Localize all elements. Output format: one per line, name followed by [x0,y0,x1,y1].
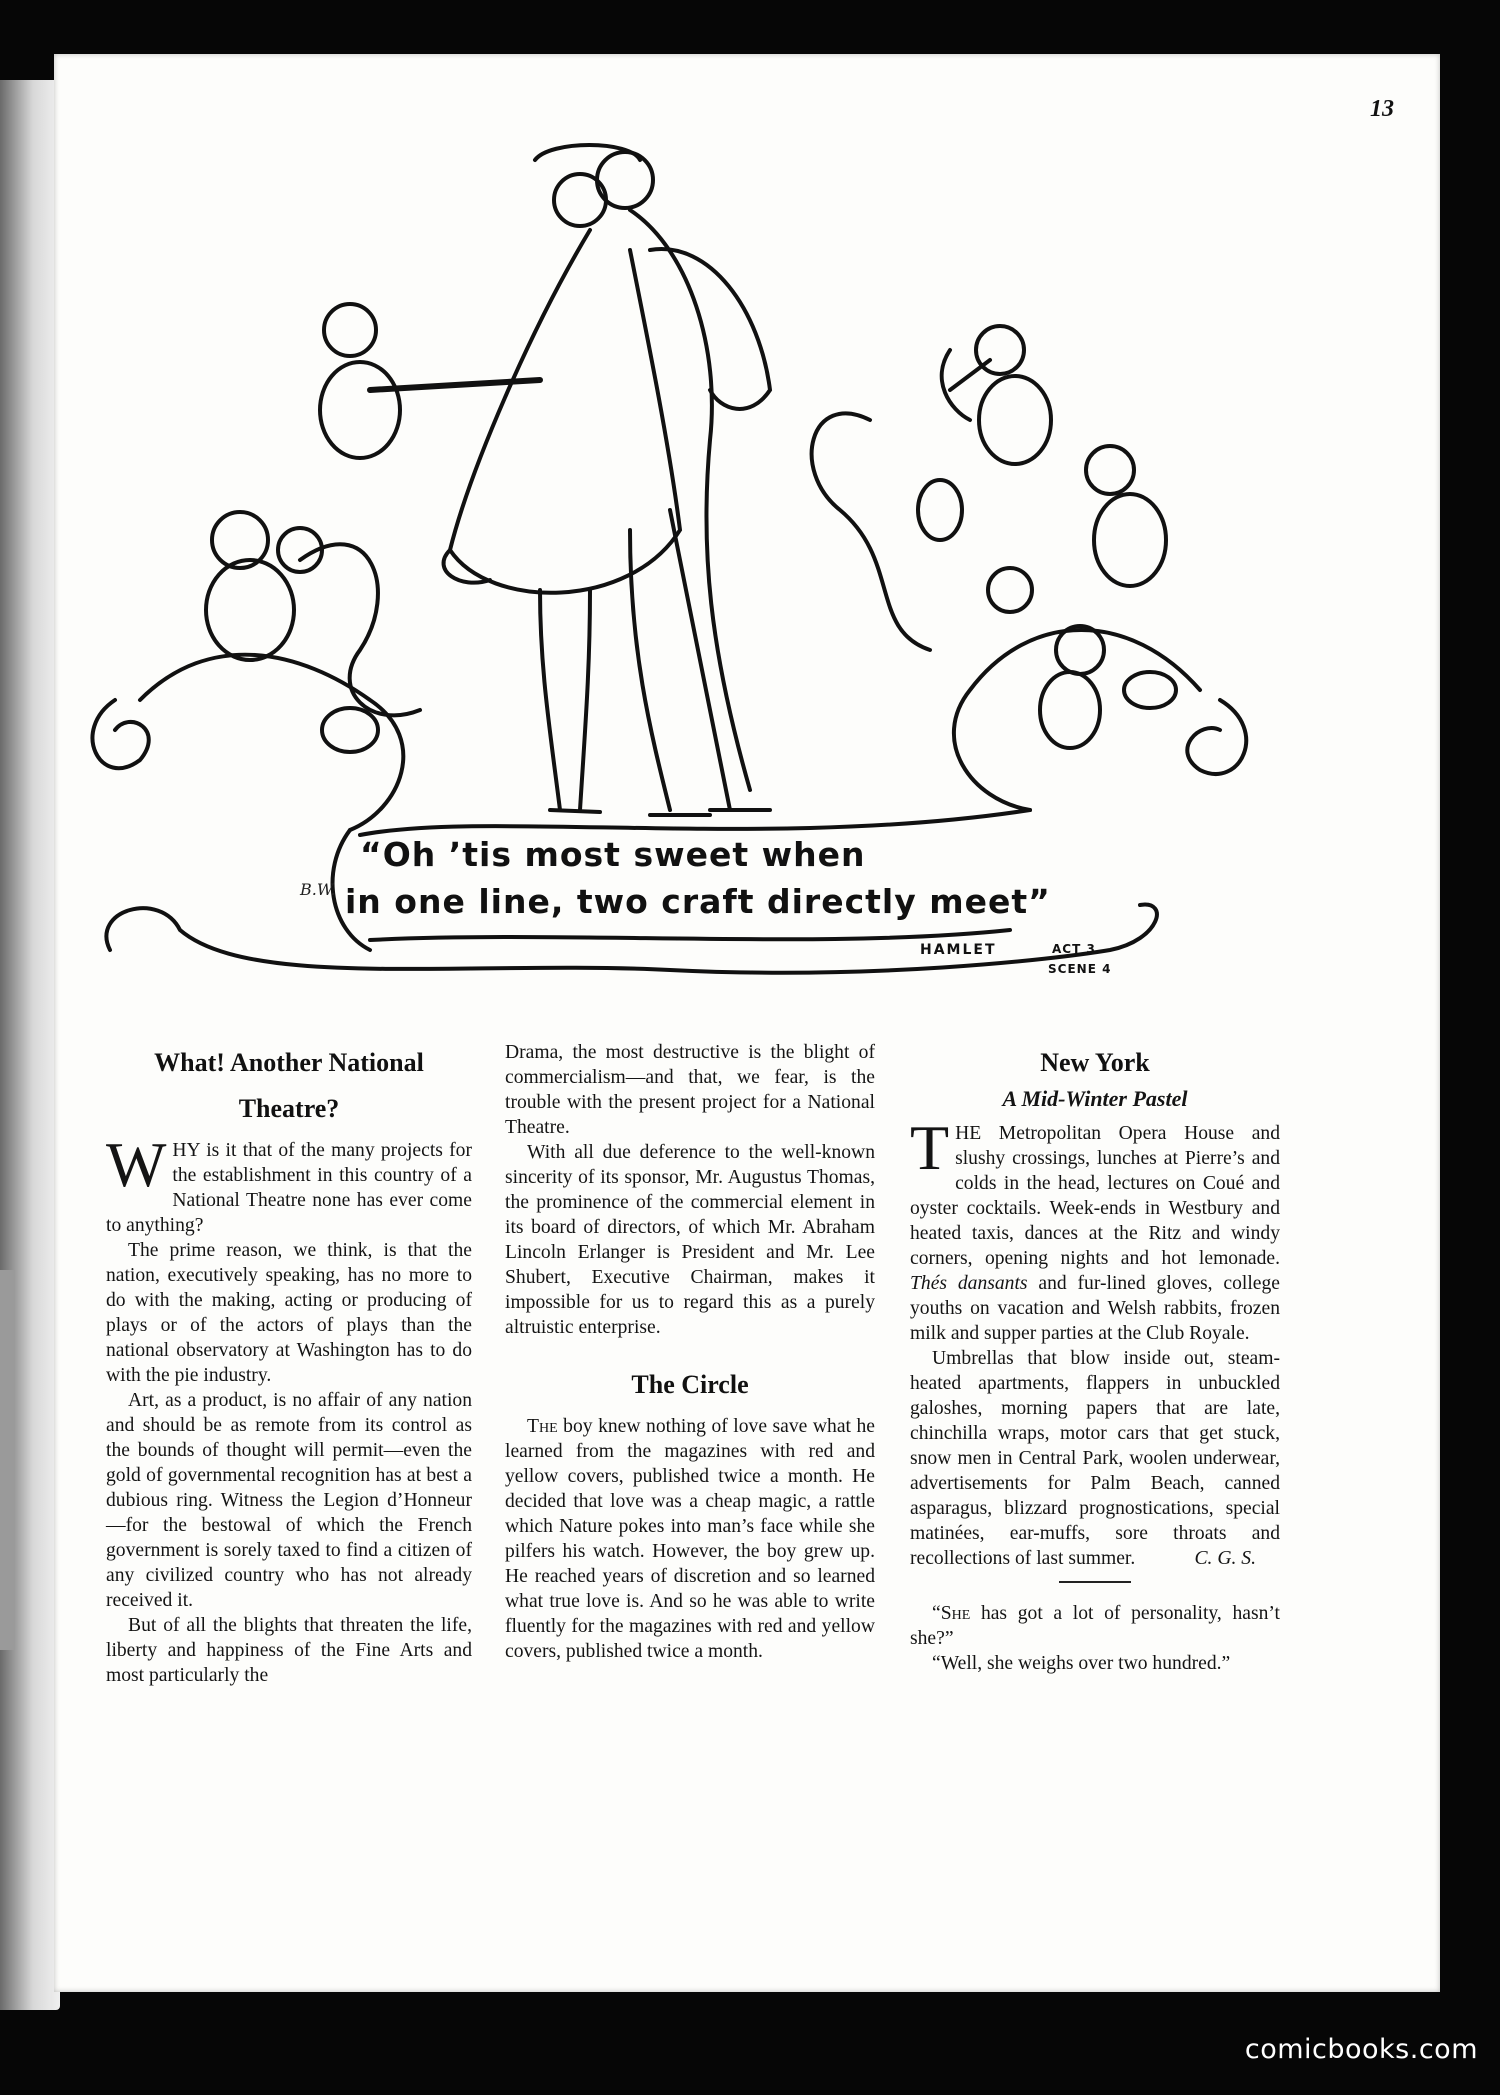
artist-signature: B.W. [300,880,336,899]
joke-line-1-text: has got a lot of personality, hasn’t she?” [910,1603,1280,1649]
illustration [70,90,1280,1050]
circle-paragraph [505,1414,875,1664]
left-page-edge [0,80,60,2010]
joke-line-1 [910,1601,1280,1651]
national-theatre-dropcap: W [106,1129,167,1200]
quote-attribution-act: ACT 3 [1052,942,1096,956]
column-2 [505,1040,875,1664]
left-page-shadow [0,1270,14,1650]
circle-paragraph-text: boy knew nothing of love save what he learned from the magazines with red and yellow covers, published twice a month. He decided that love was a cheap magic, a rattle which Nature pokes into man’s face while she pilfers his watch. However, the boy grew up. He reached years of discretion and so learned what true love is. And so he was able to write fluently for the magazines with red and yellow covers, published twice a month. [505,1416,875,1662]
new-york-paragraph-1 [910,1112,1280,1346]
joke-lead-word: “She [932,1603,971,1624]
quote-line-2: in one line, two craft directly meet” [345,882,1051,921]
circle-title: The Circle [631,1370,749,1399]
new-york-p1b-text: and fur-lined gloves, college youths on vacation and Welsh rabbits, frozen milk and supper parties at the Club Royale. [910,1273,1280,1344]
national-theatre-title-line-1: What! Another National [154,1048,424,1077]
quote-line-1: “Oh ’tis most sweet when [360,835,866,874]
watermark: comicbooks.com [1244,2034,1478,2065]
new-york-signature: C. G. S. [1194,1548,1256,1569]
national-theatre-paragraph-2: The prime reason, we think, is that the nation, executively speaking, has no more to do with the making, acting or producing of plays or of the actors of plays than the national observatory at Washington has to do with the pie industry. [106,1240,472,1386]
national-theatre-title-line-2: Theatre? [238,1094,340,1123]
national-theatre-paragraph-3: Art, as a product, is no affair of any nation and should be as remote from its control as the bounds of thought will permit—even the gold of governmental recognition has at best a dubious ring. Witness the Legion d’Honneur—for the bestowal of which the French government is sorely taxed to find a citizen of any civilized country who has not already received it. [106,1390,472,1611]
quote-attribution-scene: SCENE 4 [1048,962,1112,976]
quote-attribution-play: HAMLET [920,942,997,958]
column-3 [910,1040,1280,1676]
circle-lead-word: The [527,1416,558,1437]
joke-line-2: “Well, she weighs over two hundred.” [932,1653,1231,1674]
new-york-italic-phrase: Thés dansants [910,1273,1028,1294]
national-theatre-p1-text: HY is it that of the many projects for the establishment in this country of a National Theatre none has ever come to anything? [106,1140,472,1236]
section-divider [1059,1581,1131,1583]
national-theatre-paragraph-4: But of all the blights that threaten the life, liberty and happiness of the Fine Arts and most particularly the [106,1615,472,1686]
new-york-paragraph-2: Umbrellas that blow inside out, steam-heated apartments, flappers in unbuckled galoshes, morning papers that are late, chinchilla wraps, motor cars that get stuck, snow men in Central Park, woolen underwear, advertisements for Palm Beach, canned asparagus, blizzard prognostications, special matinées, ear-muffs, sore throats and recollections of last summer. [910,1348,1280,1569]
national-theatre-paragraph-5: Drama, the most destructive is the blight of commercialism—and that, we fear, is the trouble with the present project for a National Theatre. [505,1042,875,1138]
column-1 [106,1040,472,1688]
national-theatre-title [106,1040,472,1132]
new-york-title: New York [1040,1048,1150,1077]
page-number: 13 [1370,96,1394,122]
new-york-subtitle: A Mid-Winter Pastel [1002,1086,1188,1111]
new-york-dropcap: T [910,1112,950,1183]
new-york-p1a-text: HE Metropolitan Opera House and slushy crossings, lunches at Pierre’s and colds in the head, lectures on Coué and oyster cocktails. Week-ends in Westbury and heated taxis, dances at the Ritz and windy corners, opening nights and hot lemonade. [910,1123,1280,1269]
national-theatre-paragraph-1 [106,1129,472,1238]
national-theatre-paragraph-6: With all due deference to the well-known sincerity of its sponsor, Mr. Augustus Thomas, the prominence of the commercial element in its board of directors, of which Mr. Abraham Lincoln Erlanger is President and Mr. Lee Shubert, Executive Chairman, makes it impossible for us to regard this as a purely altruistic enterprise. [505,1142,875,1338]
